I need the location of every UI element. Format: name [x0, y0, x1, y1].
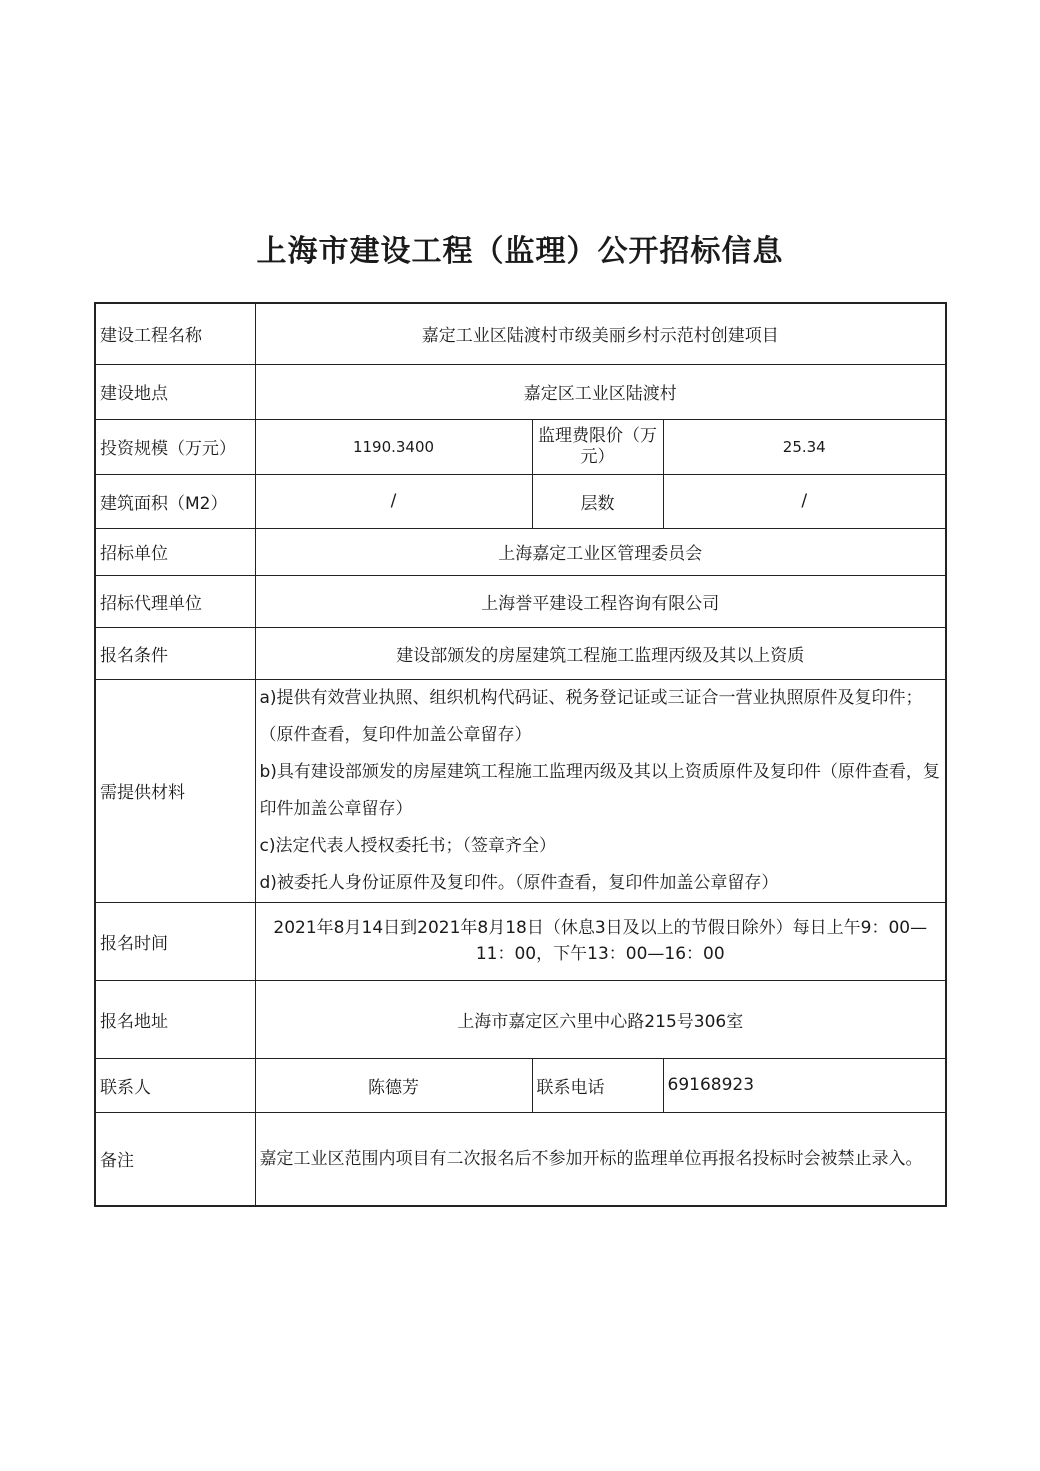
phone-value: 69168923 [663, 1058, 946, 1112]
investment-value: 1190.3400 [255, 419, 532, 474]
row-area [95, 474, 946, 528]
row-requirements [95, 627, 946, 679]
address-label: 报名地址 [95, 980, 255, 1058]
materials-list [255, 679, 946, 902]
project-name-value: 嘉定工业区陆渡村市级美丽乡村示范村创建项目 [255, 303, 946, 364]
requirements-label: 报名条件 [95, 627, 255, 679]
requirements-value: 建设部颁发的房屋建筑工程施工监理丙级及其以上资质 [255, 627, 946, 679]
materials-item-b: b)具有建设部颁发的房屋建筑工程施工监理丙级及其以上资质原件及复印件（原件查看，复印件加盖公章留存） [259, 761, 940, 819]
row-remarks [95, 1112, 946, 1206]
area-label: 建筑面积（M2） [95, 474, 255, 528]
time-value: 2021年8月14日到2021年8月18日（休息3日及以上的节假日除外）每日上午9：00—11：00，下午13：00—16：00 [255, 902, 946, 980]
time-label: 报名时间 [95, 902, 255, 980]
remarks-value: 嘉定工业区范围内项目有二次报名后不参加开标的监理单位再报名投标时会被禁止录入。 [255, 1112, 946, 1206]
location-label: 建设地点 [95, 364, 255, 419]
row-tenderer [95, 528, 946, 575]
row-project-name [95, 303, 946, 364]
investment-label: 投资规模（万元） [95, 419, 255, 474]
materials-item-c: c)法定代表人授权委托书；（签章齐全） [259, 835, 556, 856]
contact-value: 陈德芳 [255, 1058, 532, 1112]
address-value: 上海市嘉定区六里中心路215号306室 [255, 980, 946, 1058]
tender-info-table [94, 302, 947, 1207]
materials-item-d: d)被委托人身份证原件及复印件。（原件查看，复印件加盖公章留存） [259, 872, 779, 893]
location-value: 嘉定区工业区陆渡村 [255, 364, 946, 419]
supervision-fee-value: 25.34 [663, 419, 946, 474]
remarks-label: 备注 [95, 1112, 255, 1206]
materials-label: 需提供材料 [95, 679, 255, 902]
row-address [95, 980, 946, 1058]
agent-label: 招标代理单位 [95, 575, 255, 627]
floors-value: / [663, 474, 946, 528]
row-contact [95, 1058, 946, 1112]
tenderer-value: 上海嘉定工业区管理委员会 [255, 528, 946, 575]
supervision-fee-label: 监理费限价（万元） [532, 419, 663, 474]
row-investment [95, 419, 946, 474]
tenderer-label: 招标单位 [95, 528, 255, 575]
row-time [95, 902, 946, 980]
project-name-label: 建设工程名称 [95, 303, 255, 364]
page-title: 上海市建设工程（监理）公开招标信息 [256, 234, 784, 269]
agent-value: 上海誉平建设工程咨询有限公司 [255, 575, 946, 627]
contact-label: 联系人 [95, 1058, 255, 1112]
materials-item-a: a)提供有效营业执照、组织机构代码证、税务登记证或三证合一营业执照原件及复印件；（原件查看，复印件加盖公章留存） [259, 687, 923, 745]
floors-label: 层数 [532, 474, 663, 528]
phone-label: 联系电话 [532, 1058, 663, 1112]
row-agent [95, 575, 946, 627]
row-location [95, 364, 946, 419]
area-value: / [255, 474, 532, 528]
row-materials [95, 679, 946, 902]
